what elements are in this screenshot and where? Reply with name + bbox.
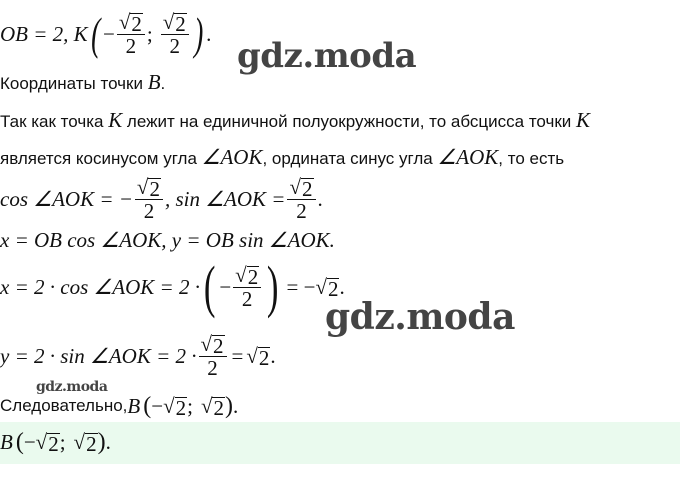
fraction-sqrt2-over-2: √ 2 2 [161,11,189,57]
fraction-sqrt2-over-2: √ 2 2 [287,176,315,222]
watermark: gdz.moda [325,296,515,338]
fraction-sqrt2-over-2: √ 2 2 [233,264,261,310]
var-k: K [108,108,123,132]
sqrt-2: √ 2 [315,274,339,301]
sqrt-2: √ 2 [73,429,97,456]
period: . [206,22,212,46]
fraction-sqrt2-over-2: √ 2 2 [135,176,163,222]
line-cos-sin: cos ∠AOK = − √ 2 2 , sin ∠AOK = √ 2 2 . [0,175,323,223]
var-b: B [147,70,161,94]
answer-box [0,422,680,464]
sqrt-2: √ 2 [35,429,59,456]
line-coordinates-b: Координаты точки B. [0,70,166,94]
var-b: B [0,430,13,454]
line-explanation-2: является косинусом угла ∠AOK, ордината синус угла ∠AOK, то есть [0,145,565,169]
left-paren: ( [90,8,100,59]
watermark: gdz.moda [237,36,417,76]
line-y-value: y = 2 · sin ∠AOK = 2 · √ 2 2 = √ 2 . [0,332,276,380]
watermark: gdz.moda [36,379,108,395]
right-paren: ) [193,8,204,59]
semicolon: ; [146,22,153,46]
line-ob-k [0,6,211,62]
line-x-y-definition: x = OB cos ∠AOK, y = OB sin ∠AOK. [0,228,335,252]
right-paren: ) [267,254,279,319]
sqrt-2: √ 2 [246,343,270,370]
fraction-sqrt2-over-2: √ 2 2 [117,11,145,57]
answer-text: B ( − √ 2 ; √ 2 ) . [0,429,111,456]
angle-aok: ∠AOK [437,145,499,169]
line-x-value: x = 2 · cos ∠AOK = 2 · ( − √ 2 2 ) = − √ 2 . [0,254,345,319]
ob-k-text: OB = 2, K [0,22,88,46]
var-b: B [127,394,141,418]
sqrt-2: √ 2 [200,393,224,420]
fraction-sqrt2-over-2: √ 2 2 [199,333,227,379]
sqrt-2: √ 2 [163,393,187,420]
line-conclusion: Следовательно, B ( − √ 2 ; √ 2 ) . [0,393,239,420]
angle-aok: ∠AOK [201,145,263,169]
left-paren: ( [203,254,216,319]
var-k: K [576,108,591,132]
line-explanation-1: Так как точка K лежит на единичной полуокружности, то абсцисса точки K [0,108,591,132]
coordinates-label: Координаты точки [0,74,148,93]
minus-sign: − [103,22,115,46]
